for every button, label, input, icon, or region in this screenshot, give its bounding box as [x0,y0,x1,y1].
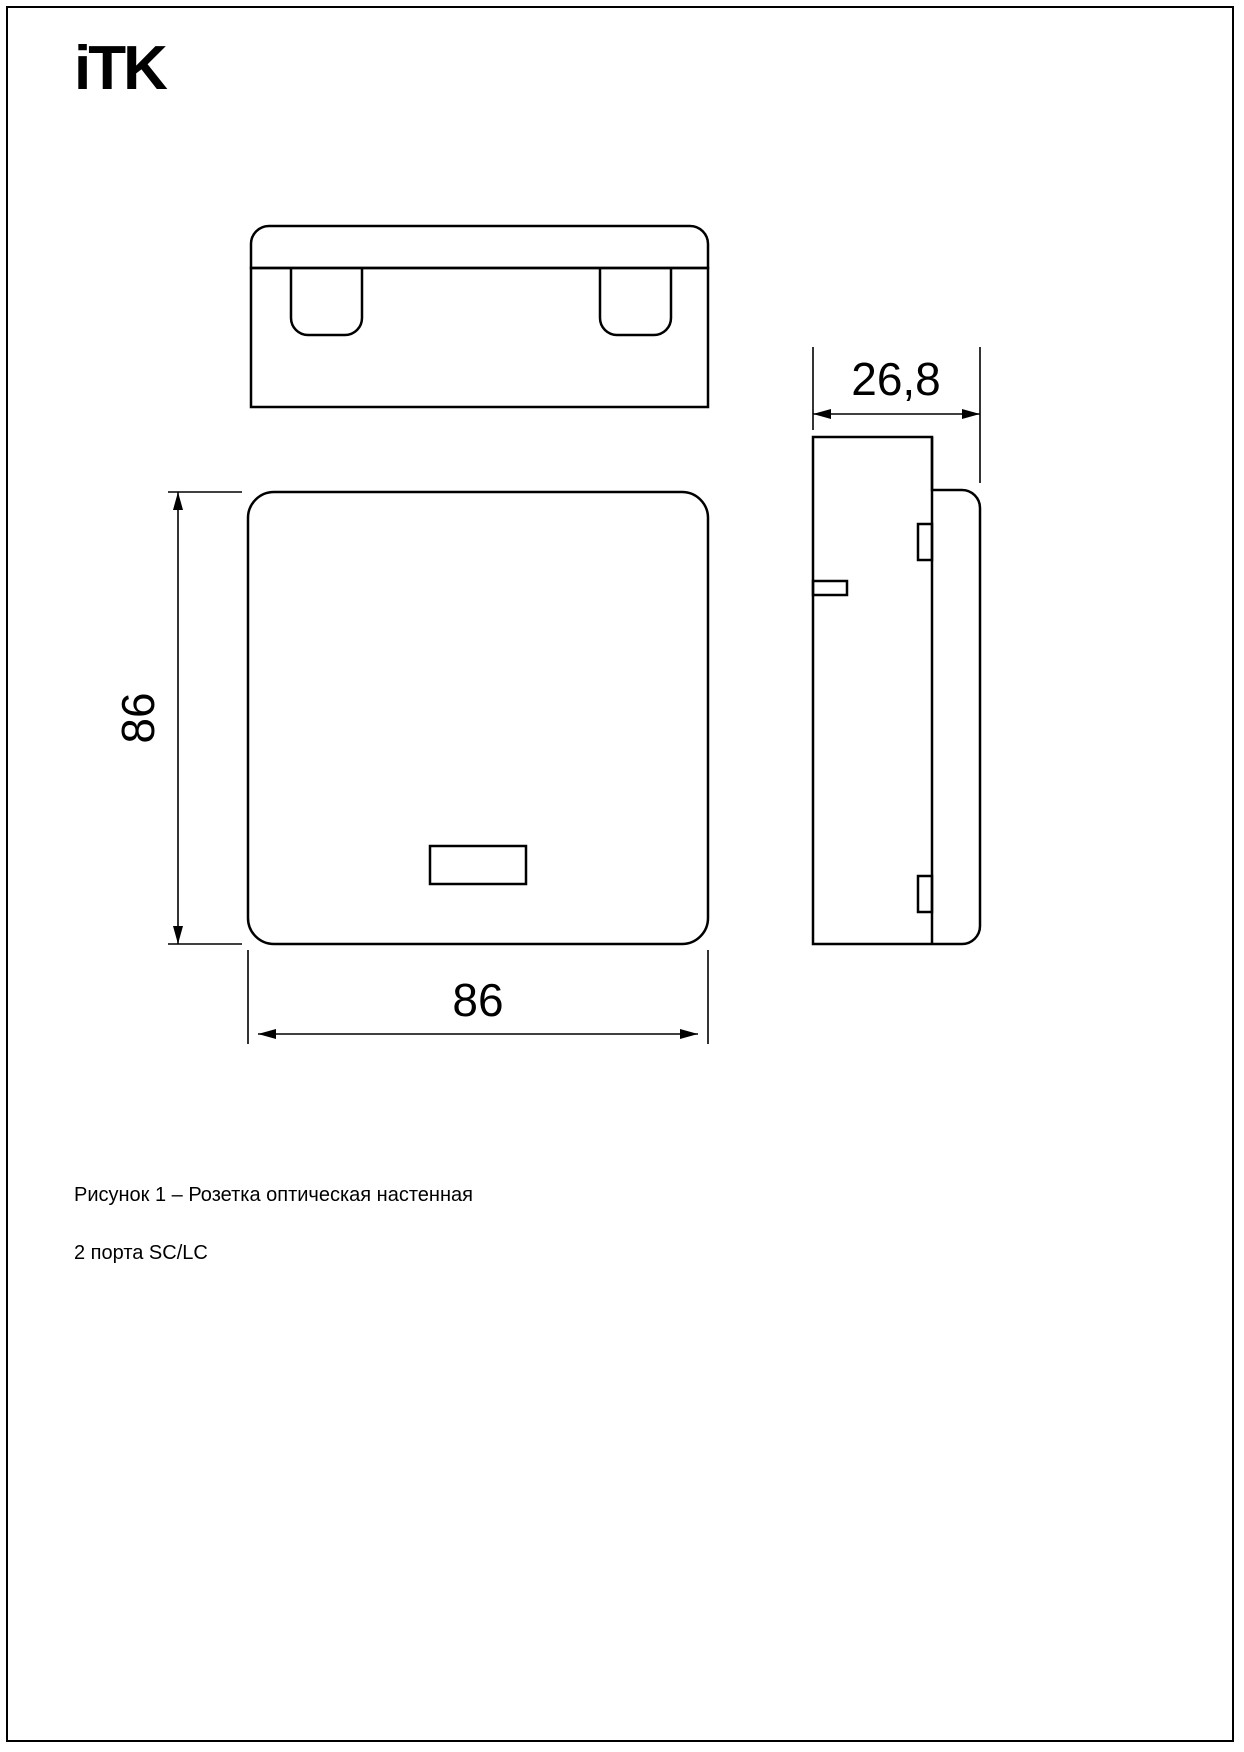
top-view-body [251,268,708,407]
front-view [248,492,708,944]
depth-arrow-right [962,409,980,419]
figure-caption-line2: 2 порта SC/LC [74,1242,208,1264]
front-view-port-window [430,846,526,884]
depth-dimension-label: 26,8 [851,353,941,405]
width-arrow-right [680,1029,698,1039]
brand-logo: iTK [74,34,165,103]
front-view-faceplate [248,492,708,944]
width-arrow-left [258,1029,276,1039]
side-view-tab [813,581,847,595]
top-view-cap [251,226,708,268]
top-view [251,226,708,407]
width-dimension-label: 86 [452,974,504,1026]
height-dimension-label: 86 [112,692,164,744]
side-view-outline [813,437,980,944]
dimension-height [168,492,242,944]
depth-arrow-left [813,409,831,419]
top-view-clip-right [600,268,671,335]
height-arrow-bottom [173,926,183,944]
side-view [813,437,980,944]
side-view-latch-top [918,524,932,560]
figure-caption-line1: Рисунок 1 – Розетка оптическая настенная [74,1184,473,1206]
figure-caption [74,1152,473,1297]
top-view-clip-left [291,268,362,335]
side-view-latch-bottom [918,876,932,912]
height-arrow-top [173,492,183,510]
